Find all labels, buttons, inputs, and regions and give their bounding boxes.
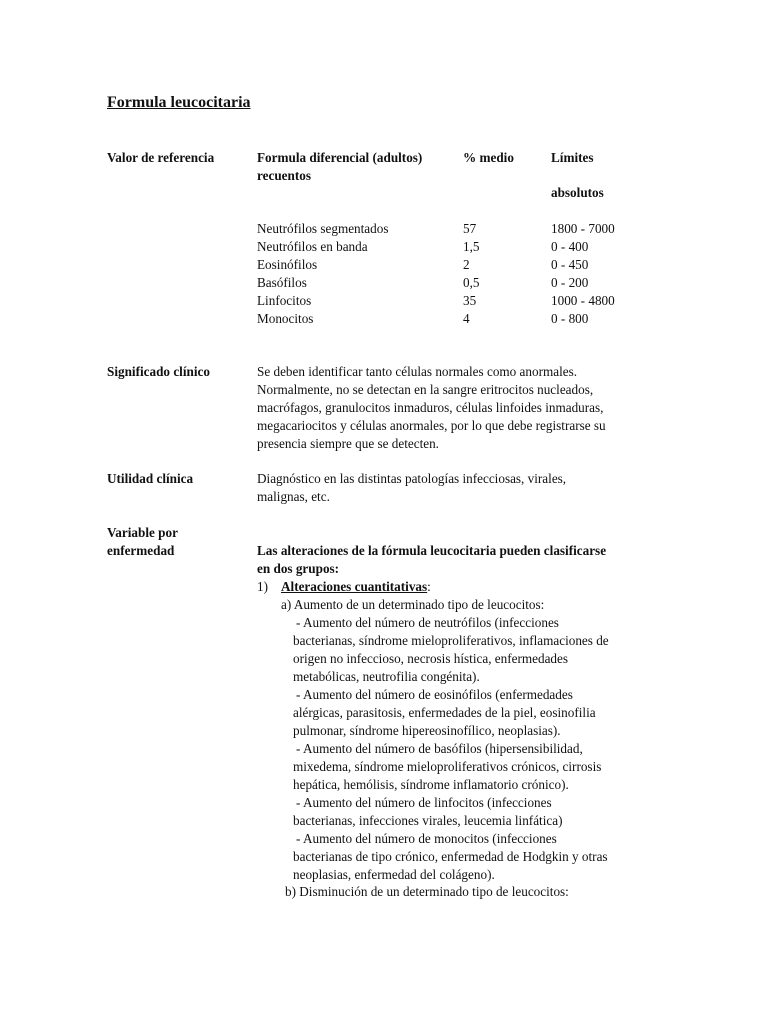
- cell-range: 0 - 450: [551, 257, 589, 272]
- list-item: origen no infeccioso, necrosis hística, enfermedades: [293, 651, 569, 666]
- variable-label: [107, 524, 247, 560]
- list-item: neoplasias, enfermedad del colágeno).: [293, 867, 495, 882]
- ref-label: Valor de referencia: [107, 150, 215, 165]
- cell-name: Eosinófilos: [257, 257, 318, 272]
- ref-col1-header-line2: recuentos: [257, 168, 311, 183]
- cell-name: Monocitos: [257, 311, 314, 326]
- ref-col3-header-line1: Límites: [551, 150, 594, 165]
- table-row: [257, 292, 677, 310]
- cell-pct: 57: [463, 221, 477, 236]
- cell-name: Linfocitos: [257, 293, 312, 308]
- table-row: [257, 238, 677, 256]
- list-item: - Aumento del número de neutrófilos (infecciones: [296, 615, 559, 630]
- cell-pct: 2: [463, 257, 470, 272]
- list-item: pulmonar, síndrome hipereosinofílico, neoplasias).: [293, 723, 561, 738]
- list-item: - Aumento del número de linfocitos (infecciones: [296, 795, 552, 810]
- significado-line: presencia siempre que se detecten.: [257, 436, 439, 451]
- page-title: Formula leucocitaria: [107, 94, 251, 111]
- cell-pct: 1,5: [463, 239, 480, 254]
- cell-range: 0 - 800: [551, 311, 589, 326]
- ref-col1-header: [257, 149, 422, 185]
- significado-text: [257, 363, 667, 453]
- variable-label-line1: Variable por: [107, 525, 178, 540]
- variable-label-line2: enfermedad: [107, 543, 175, 558]
- list-item: alérgicas, parasitosis, enfermedades de la piel, eosinofilia: [293, 705, 596, 720]
- list-item: bacterianas, infecciones virales, leucemia linfática): [293, 813, 563, 828]
- cell-pct: 35: [463, 293, 477, 308]
- cell-pct: 0,5: [463, 275, 480, 290]
- cell-name: Neutrófilos segmentados: [257, 221, 389, 236]
- list-item: metabólicas, neutrofilia congénita).: [293, 669, 480, 684]
- variable-heading-line2: en dos grupos:: [257, 561, 340, 576]
- list-item: - Aumento del número de monocitos (infecciones: [296, 831, 557, 846]
- ref-col3-header-line2: absolutos: [551, 185, 604, 200]
- ref-col2-header: % medio: [463, 150, 514, 165]
- cell-range: 0 - 400: [551, 239, 589, 254]
- list-item: - Aumento del número de basófilos (hipersensibilidad,: [296, 741, 583, 756]
- list-item-1-number: 1): [257, 579, 268, 594]
- utilidad-line: malignas, etc.: [257, 489, 330, 504]
- variable-heading-line1: Las alteraciones de la fórmula leucocitaria pueden clasificarse: [257, 543, 607, 558]
- table-row: [257, 274, 677, 292]
- list-item-1: [281, 578, 431, 596]
- cell-range: 1800 - 7000: [551, 221, 615, 236]
- utilidad-text: [257, 470, 667, 506]
- variable-heading: [257, 542, 677, 578]
- significado-line: macrófagos, granulocitos inmaduros, células linfoides inmaduras,: [257, 400, 604, 415]
- significado-line: Se deben identificar tanto células normales como anormales.: [257, 364, 578, 379]
- list-item-1-label: Alteraciones cuantitativas: [281, 579, 428, 594]
- ref-col1-header-line1: Formula diferencial (adultos): [257, 150, 423, 165]
- list-item: bacterianas de tipo crónico, enfermedad de Hodgkin y otras: [293, 849, 608, 864]
- table-row: [257, 220, 677, 238]
- table-row: [257, 310, 677, 328]
- utilidad-label: Utilidad clínica: [107, 471, 194, 486]
- list-item: - Aumento del número de eosinófilos (enfermedades: [296, 687, 573, 702]
- cell-name: Neutrófilos en banda: [257, 239, 368, 254]
- significado-line: Normalmente, no se detectan en la sangre eritrocitos nucleados,: [257, 382, 594, 397]
- significado-label: Significado clínico: [107, 364, 210, 379]
- list-item-1-colon: :: [427, 579, 431, 594]
- list-item: hepática, hemólisis, síndrome inflamatorio crónico).: [293, 777, 569, 792]
- list-item: bacterianas, síndrome mieloproliferativos, inflamaciones de: [293, 633, 609, 648]
- list-item: mixedema, síndrome mieloproliferativos crónicos, cirrosis: [293, 759, 602, 774]
- cell-range: 1000 - 4800: [551, 293, 615, 308]
- cell-range: 0 - 200: [551, 275, 589, 290]
- utilidad-line: Diagnóstico en las distintas patologías infecciosas, virales,: [257, 471, 567, 486]
- cell-pct: 4: [463, 311, 470, 326]
- significado-line: megacariocitos y células anormales, por lo que debe registrarse su: [257, 418, 606, 433]
- table-row: [257, 256, 677, 274]
- sub-item-b: b) Disminución de un determinado tipo de leucocitos:: [285, 884, 569, 899]
- sub-item-a: a) Aumento de un determinado tipo de leucocitos:: [281, 597, 545, 612]
- cell-name: Basófilos: [257, 275, 307, 290]
